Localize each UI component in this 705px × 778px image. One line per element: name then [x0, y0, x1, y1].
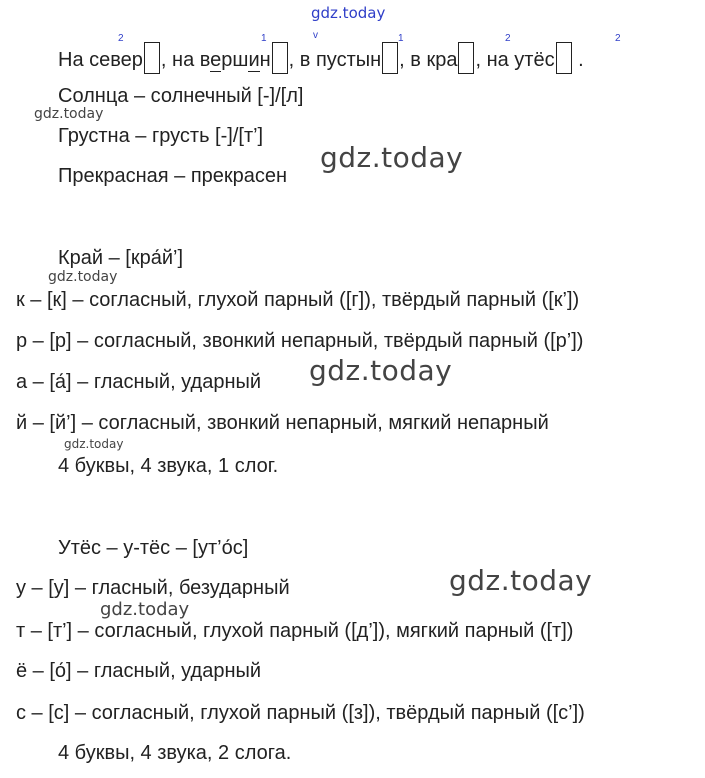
- watermark: gdz.today: [64, 437, 124, 451]
- ending-box: [272, 42, 288, 74]
- word-transcription: Утёс – у-тёс – [ут’о́с]: [58, 537, 249, 559]
- sentence-part: , на утёс: [475, 49, 555, 71]
- stress-mark: 2: [118, 33, 124, 44]
- stress-mark: 2: [615, 33, 621, 44]
- watermark: gdz.today: [320, 141, 464, 174]
- watermark: gdz.today: [100, 599, 190, 620]
- watermark: gdz.today: [449, 564, 593, 597]
- sentence-part: На север: [58, 49, 143, 71]
- ending-box: [458, 42, 474, 74]
- ending-box: [144, 42, 160, 74]
- underlined-letter: и: [248, 49, 260, 71]
- sentence-line: [58, 42, 584, 74]
- watermark: gdz.today: [311, 4, 386, 22]
- watermark: gdz.today: [48, 269, 118, 285]
- ending-box: [556, 42, 572, 74]
- sentence-part: рш: [221, 49, 249, 71]
- sentence-part: , в пустын: [288, 49, 382, 71]
- pair-line: Грустна – грусть [-]/[т’]: [58, 125, 264, 147]
- pair-line: Прекрасная – прекрасен: [58, 165, 288, 187]
- sentence-part: н: [259, 49, 271, 71]
- underlined-letter: е: [210, 49, 222, 71]
- summary-line: 4 буквы, 4 звука, 2 слога.: [58, 742, 292, 764]
- pair-line: Солнца – солнечный [-]/[л]: [58, 85, 304, 107]
- sound-row: р – [р] – согласный, звонкий непарный, твёрдый парный ([р’]): [16, 330, 584, 352]
- sound-row: у – [у] – гласный, безударный: [16, 577, 290, 599]
- sound-row: а – [а́] – гласный, ударный: [16, 371, 262, 393]
- stress-mark: 1: [261, 33, 267, 44]
- word-transcription: Край – [кра́й’]: [58, 247, 184, 269]
- sound-row: к – [к] – согласный, глухой парный ([г]), твёрдый парный ([к’]): [16, 289, 580, 311]
- sentence-part: , в кра: [399, 49, 458, 71]
- sentence-part: .: [572, 49, 584, 71]
- sentence-part: , на в: [160, 49, 211, 71]
- summary-line: 4 буквы, 4 звука, 1 слог.: [58, 455, 279, 477]
- watermark: gdz.today: [34, 106, 104, 122]
- stress-mark: v: [313, 30, 318, 41]
- stress-mark: 1: [398, 33, 404, 44]
- stress-mark: 2: [505, 33, 511, 44]
- watermark: gdz.today: [309, 354, 453, 387]
- sound-row: ё – [о́] – гласный, ударный: [16, 660, 262, 682]
- sound-row: й – [й’] – согласный, звонкий непарный, мягкий непарный: [16, 412, 549, 434]
- ending-box: [382, 42, 398, 74]
- sound-row: т – [т’] – согласный, глухой парный ([д’]), мягкий парный ([т]): [16, 620, 574, 642]
- sound-row: с – [с] – согласный, глухой парный ([з]), твёрдый парный ([с’]): [16, 702, 585, 724]
